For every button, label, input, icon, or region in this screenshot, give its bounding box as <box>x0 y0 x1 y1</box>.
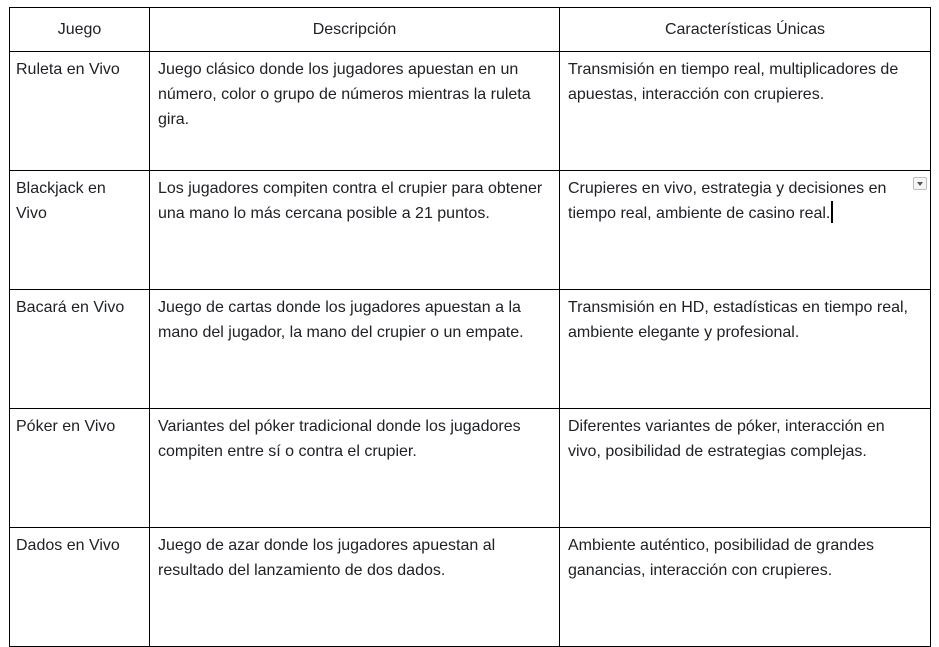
cell-game[interactable]: Ruleta en Vivo <box>10 52 150 171</box>
cell-features[interactable]: Transmisión en tiempo real, multiplicadores de apuestas, interacción con crupieres. <box>560 52 931 171</box>
cell-game[interactable]: Bacará en Vivo <box>10 290 150 409</box>
header-features[interactable]: Características Únicas <box>560 8 931 52</box>
cell-game[interactable]: Dados en Vivo <box>10 528 150 647</box>
cell-game[interactable]: Blackjack en Vivo <box>10 171 150 290</box>
cell-description[interactable]: Juego clásico donde los jugadores apuestan en un número, color o grupo de números mientras la ruleta gira. <box>150 52 560 171</box>
cell-features-active[interactable] <box>560 171 931 290</box>
cell-features[interactable]: Ambiente auténtico, posibilidad de grandes ganancias, interacción con crupieres. <box>560 528 931 647</box>
header-game[interactable]: Juego <box>10 8 150 52</box>
cell-description[interactable]: Variantes del póker tradicional donde los jugadores compiten entre sí o contra el crupier. <box>150 409 560 528</box>
table-row <box>10 290 931 409</box>
header-description[interactable]: Descripción <box>150 8 560 52</box>
table-header-row <box>10 8 931 52</box>
text-cursor <box>831 201 833 223</box>
table-row <box>10 52 931 171</box>
cell-game[interactable]: Póker en Vivo <box>10 409 150 528</box>
cell-description[interactable]: Juego de cartas donde los jugadores apuestan a la mano del jugador, la mano del crupier o un empate. <box>150 290 560 409</box>
dropdown-arrow-icon[interactable] <box>913 177 927 190</box>
table-row <box>10 528 931 647</box>
casino-games-table <box>9 7 931 647</box>
table-row <box>10 171 931 290</box>
cell-features[interactable]: Transmisión en HD, estadísticas en tiempo real, ambiente elegante y profesional. <box>560 290 931 409</box>
cell-description[interactable]: Juego de azar donde los jugadores apuestan al resultado del lanzamiento de dos dados. <box>150 528 560 647</box>
cell-features[interactable]: Diferentes variantes de póker, interacción en vivo, posibilidad de estrategias complejas. <box>560 409 931 528</box>
table-row <box>10 409 931 528</box>
cell-features-text: Crupieres en vivo, estrategia y decisiones en tiempo real, ambiente de casino real. <box>568 180 887 222</box>
cell-description[interactable]: Los jugadores compiten contra el crupier para obtener una mano lo más cercana posible a 21 puntos. <box>150 171 560 290</box>
